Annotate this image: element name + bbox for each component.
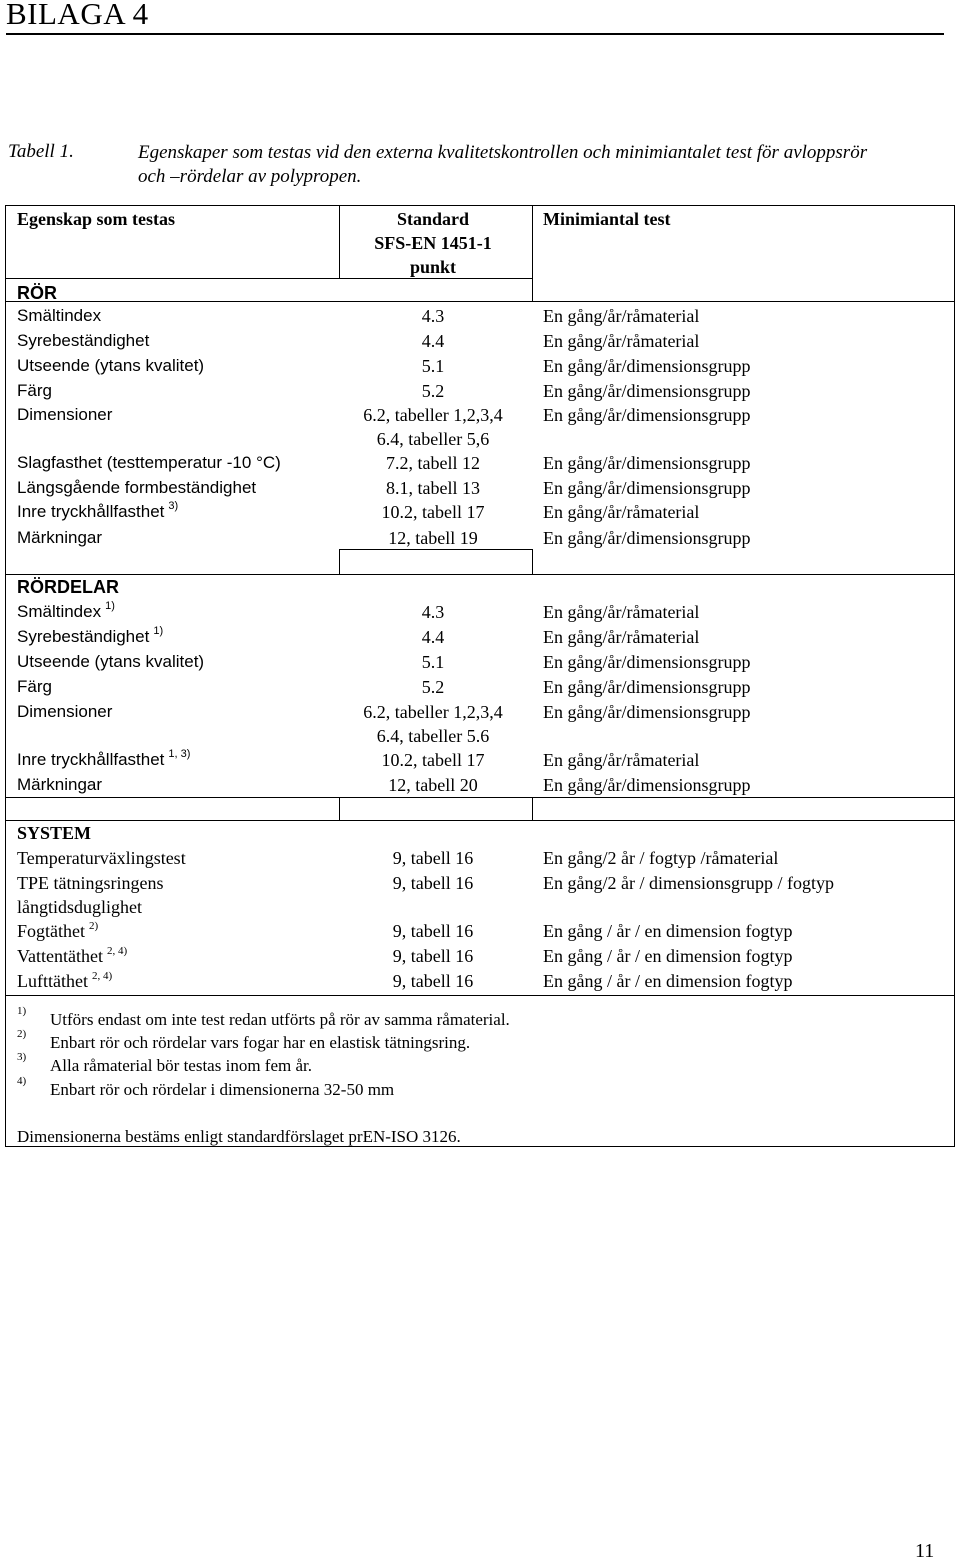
cell-property bbox=[17, 970, 112, 995]
cell-minimum: En gång/år/dimensionsgrupp bbox=[543, 652, 751, 672]
property-label: Dimensioner bbox=[17, 702, 113, 721]
cell-standard: 12, tabell 20 bbox=[388, 775, 478, 795]
property-label: Märkningar bbox=[17, 528, 103, 547]
cell-standard: 12, tabell 19 bbox=[388, 528, 478, 548]
cell-standard: 4.3 bbox=[421, 602, 445, 622]
property-label: Slagfasthet (testtemperatur -10 °C) bbox=[17, 453, 281, 472]
section-title: RÖRDELAR bbox=[17, 577, 119, 597]
property-label: Inre tryckhållfasthet bbox=[17, 750, 165, 769]
cell-standard: 5.2 bbox=[421, 381, 445, 401]
property-label: Fogtäthet bbox=[17, 921, 85, 941]
cell-property bbox=[17, 651, 204, 673]
cell-standard: 5.1 bbox=[421, 356, 445, 376]
section-title: SYSTEM bbox=[17, 823, 92, 843]
cell-standard: 5.2 bbox=[421, 677, 445, 697]
cell-standard: 9, tabell 16 bbox=[392, 921, 474, 941]
footnote-reference: 1, 3) bbox=[168, 748, 191, 760]
cell-property bbox=[17, 330, 149, 352]
cell-minimum: En gång / år / en dimension fogtyp bbox=[543, 921, 793, 941]
property-label: Lufttäthet bbox=[17, 971, 88, 991]
footnote-mark: 3) bbox=[17, 1051, 27, 1063]
cell-minimum: En gång/år/dimensionsgrupp bbox=[543, 381, 751, 401]
row-divider bbox=[5, 574, 955, 575]
cell-minimum: En gång / år / en dimension fogtyp bbox=[543, 971, 793, 991]
footnote-text: Enbart rör och rördelar i dimensionerna 32-50 mm bbox=[50, 1080, 395, 1099]
cell-property bbox=[17, 452, 281, 474]
footnote-mark: 2) bbox=[17, 1028, 27, 1040]
cell-property bbox=[17, 477, 256, 499]
property-label: Längsgående formbeständighet bbox=[17, 478, 257, 497]
row-divider bbox=[5, 820, 955, 821]
cell-minimum: En gång/år/dimensionsgrupp bbox=[543, 702, 751, 722]
footnote-reference: 3) bbox=[168, 500, 179, 512]
cell-property bbox=[17, 501, 178, 525]
footnote-mark: 4) bbox=[17, 1075, 27, 1087]
cell-standard: 9, tabell 16 bbox=[392, 971, 474, 991]
cell-standard: 6.4, tabeller 5,6 bbox=[376, 429, 490, 449]
header-minimum: Minimiantal test bbox=[543, 209, 671, 229]
cell-minimum: En gång/år/råmaterial bbox=[543, 306, 700, 326]
cell-minimum: En gång/år/råmaterial bbox=[543, 750, 700, 770]
property-label: Smältindex bbox=[17, 602, 102, 621]
property-label: Vattentäthet bbox=[17, 946, 103, 966]
property-label: Syrebeständighet bbox=[17, 331, 150, 350]
cell-property bbox=[17, 774, 102, 796]
table-caption bbox=[138, 141, 938, 189]
cell-property bbox=[17, 945, 127, 970]
property-label: Dimensioner bbox=[17, 405, 113, 424]
table-caption-label: Tabell 1. bbox=[8, 141, 74, 162]
property-label: Utseende (ytans kvalitet) bbox=[17, 652, 205, 671]
cell-property bbox=[17, 305, 101, 327]
row-divider bbox=[5, 995, 955, 996]
column-divider bbox=[339, 797, 340, 820]
header-standard: Standard bbox=[396, 209, 470, 229]
column-divider bbox=[532, 797, 533, 820]
cell-standard: 10.2, tabell 17 bbox=[381, 502, 485, 522]
footnote-reference: 1) bbox=[153, 625, 164, 637]
cell-standard: 10.2, tabell 17 bbox=[381, 750, 485, 770]
cell-property bbox=[17, 920, 98, 945]
cell-property bbox=[17, 601, 115, 625]
cell-property bbox=[17, 355, 204, 377]
property-label: Färg bbox=[17, 677, 52, 696]
cell-minimum: En gång/år/dimensionsgrupp bbox=[543, 453, 751, 473]
cell-property bbox=[17, 527, 102, 549]
page-number: 11 bbox=[915, 1540, 935, 1562]
cell-property-continued: långtidsduglighet bbox=[17, 897, 142, 917]
cell-standard: 7.2, tabell 12 bbox=[386, 453, 480, 473]
page-heading: BILAGA 4 bbox=[6, 0, 149, 31]
cell-minimum: En gång/år/råmaterial bbox=[543, 602, 700, 622]
property-label: Utseende (ytans kvalitet) bbox=[17, 356, 205, 375]
cell-property bbox=[17, 847, 186, 869]
row-divider bbox=[5, 797, 955, 798]
cell-minimum: En gång / år / en dimension fogtyp bbox=[543, 946, 793, 966]
footnote-reference: 1) bbox=[105, 600, 115, 612]
cell-standard: 4.4 bbox=[421, 331, 445, 351]
table-caption-line: Egenskaper som testas vid den externa kvalitetskontrollen och minimiantalet test för avloppsrör bbox=[138, 142, 868, 163]
section-title: RÖR bbox=[17, 283, 57, 303]
header-standard: SFS-EN 1451-1 bbox=[374, 233, 492, 253]
row-divider bbox=[339, 549, 532, 550]
cell-standard: 6.4, tabeller 5.6 bbox=[376, 726, 490, 746]
cell-standard: 4.3 bbox=[421, 306, 445, 326]
cell-minimum: En gång/2 år / dimensionsgrupp / fogtyp bbox=[543, 873, 834, 893]
cell-property bbox=[17, 380, 52, 402]
cell-standard: 5.1 bbox=[421, 652, 445, 672]
table-caption-line: och –rördelar av polypropen. bbox=[138, 166, 362, 187]
row-divider bbox=[5, 278, 533, 279]
row-divider bbox=[5, 301, 955, 302]
cell-minimum: En gång/år/dimensionsgrupp bbox=[543, 528, 751, 548]
cell-property bbox=[17, 404, 112, 426]
cell-minimum: En gång/år/dimensionsgrupp bbox=[543, 677, 751, 697]
cell-minimum: En gång/år/råmaterial bbox=[543, 502, 700, 522]
closing-note: Dimensionerna bestäms enligt standardförslaget prEN-ISO 3126. bbox=[17, 1127, 461, 1146]
cell-minimum: En gång/år/dimensionsgrupp bbox=[543, 405, 751, 425]
column-divider bbox=[339, 549, 340, 574]
cell-standard: 9, tabell 16 bbox=[392, 873, 474, 893]
property-label: Färg bbox=[17, 381, 52, 400]
cell-property bbox=[17, 701, 112, 723]
property-label: Smältindex bbox=[17, 306, 102, 325]
heading-rule bbox=[6, 33, 944, 35]
footnote-reference: 2, 4) bbox=[91, 970, 113, 982]
cell-standard: 6.2, tabeller 1,2,3,4 bbox=[363, 702, 503, 722]
cell-minimum: En gång/år/råmaterial bbox=[543, 331, 700, 351]
property-label: Syrebeständighet bbox=[17, 627, 150, 646]
property-label: TPE tätningsringens bbox=[17, 873, 164, 893]
cell-standard: 8.1, tabell 13 bbox=[386, 478, 480, 498]
footnote-text: Utförs endast om inte test redan utförts på rör av samma råmaterial. bbox=[50, 1010, 510, 1029]
cell-minimum: En gång/år/dimensionsgrupp bbox=[543, 356, 751, 376]
header-standard: punkt bbox=[409, 257, 457, 277]
cell-minimum: En gång/år/dimensionsgrupp bbox=[543, 775, 751, 795]
cell-minimum: En gång/år/dimensionsgrupp bbox=[543, 478, 751, 498]
cell-minimum: En gång/2 år / fogtyp /råmaterial bbox=[543, 848, 779, 868]
footnote-text: Alla råmaterial bör testas inom fem år. bbox=[50, 1056, 312, 1075]
property-label: Inre tryckhållfasthet bbox=[17, 502, 165, 521]
header-property: Egenskap som testas bbox=[17, 209, 176, 229]
footnote-text: Enbart rör och rördelar vars fogar har en elastisk tätningsring. bbox=[50, 1033, 471, 1052]
column-divider bbox=[532, 549, 533, 574]
cell-property bbox=[17, 872, 164, 894]
property-label: Märkningar bbox=[17, 775, 103, 794]
cell-standard: 4.4 bbox=[421, 627, 445, 647]
footnote-reference: 2, 4) bbox=[106, 945, 128, 957]
cell-property bbox=[17, 626, 163, 650]
cell-standard: 9, tabell 16 bbox=[392, 848, 474, 868]
cell-standard: 6.2, tabeller 1,2,3,4 bbox=[363, 405, 503, 425]
cell-minimum: En gång/år/råmaterial bbox=[543, 627, 700, 647]
cell-property bbox=[17, 676, 52, 698]
footnote-mark: 1) bbox=[17, 1005, 27, 1017]
cell-property bbox=[17, 749, 190, 773]
cell-standard: 9, tabell 16 bbox=[392, 946, 474, 966]
property-label: Temperaturväxlingstest bbox=[17, 848, 186, 868]
footnote-reference: 2) bbox=[89, 920, 99, 932]
